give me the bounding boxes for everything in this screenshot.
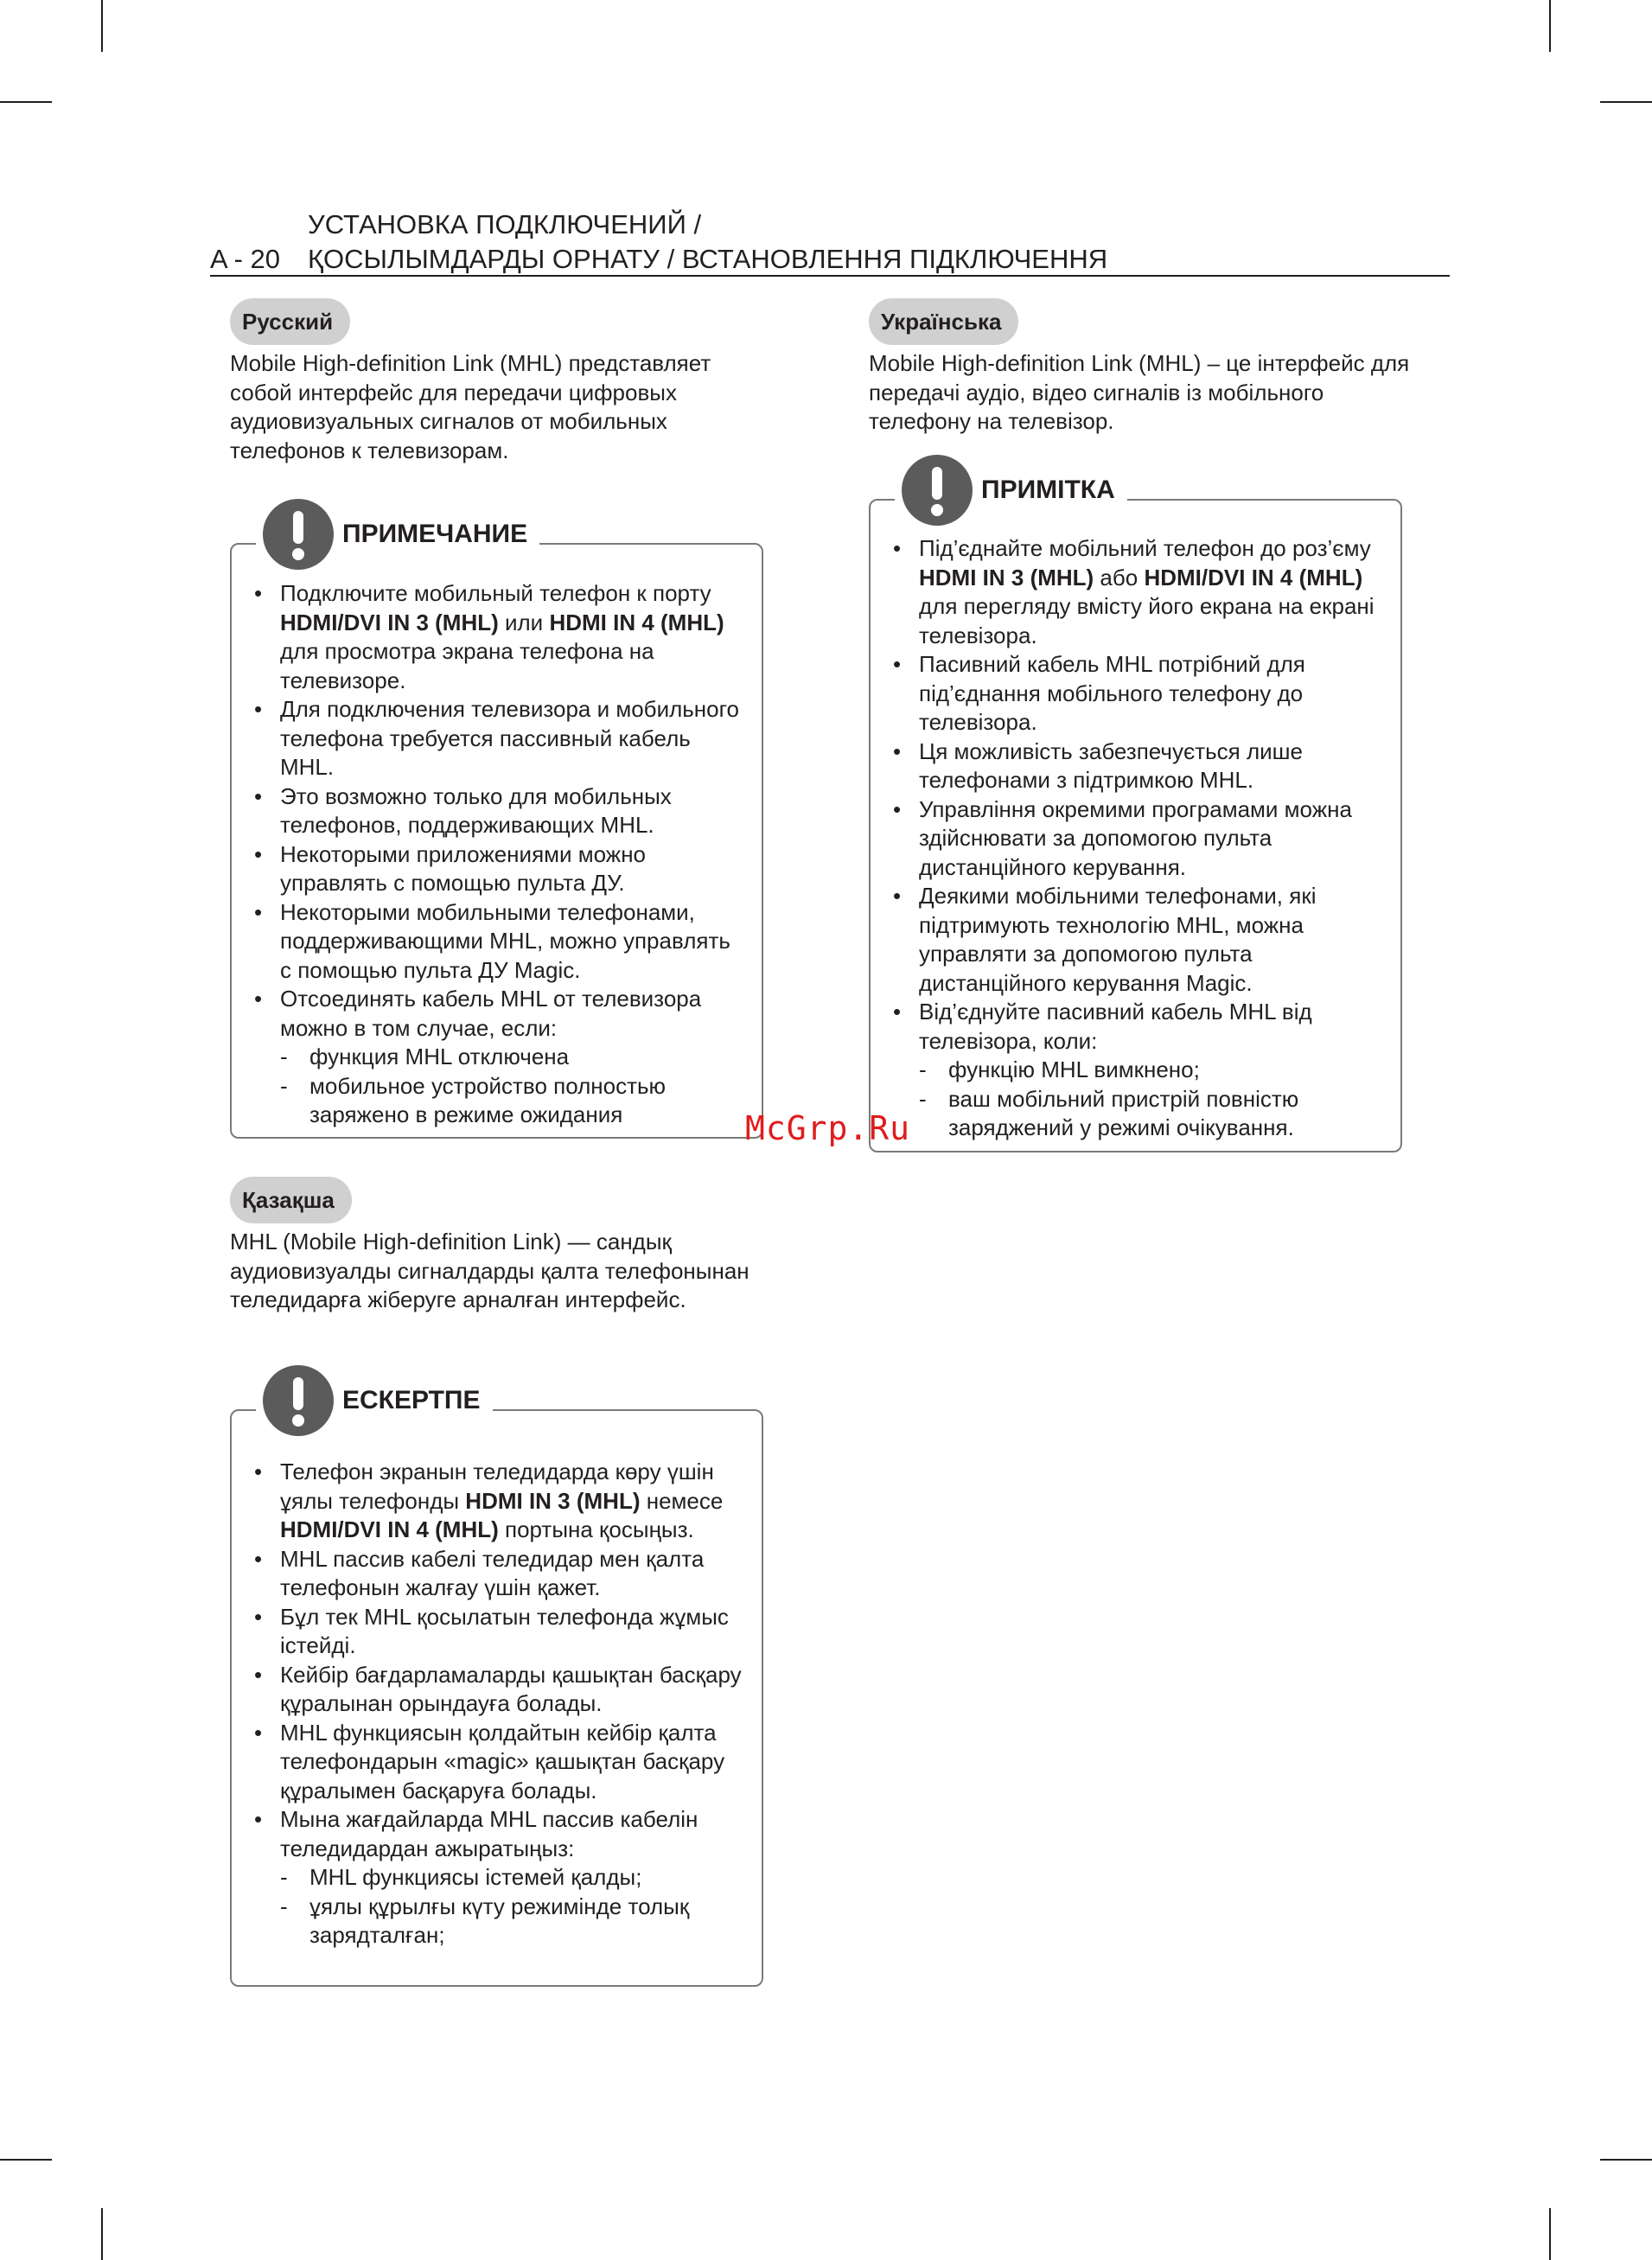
crop-mark [101,0,103,52]
list-item: • Некоторыми мобильными телефонами, поддерживающими MHL, можно управлять с помощью пульта ДУ Magic. [254,898,730,983]
note-title: ПРИМІТКА [981,476,1115,504]
watermark: McGrp.Ru [745,1109,911,1147]
list-item: • Некоторыми приложениями можно управлять с помощью пульта ДУ. [254,840,647,896]
lang-badge-russian: Русский [230,298,350,345]
list-subitem: - ваш мобільний пристрій повністю заряджений у режимі очікування. [919,1085,1299,1140]
list-item: • Бұл тек MHL қосылатын телефонда жұмыс істейді. [254,1603,729,1658]
list-item: • Управління окремими програмами можна здійснювати за допомогою пульта дистанційного керування. [893,795,1352,880]
list-item: • Телефон экранын теледидарда көру үшін ұялы телефонды HDMI IN 3 (MHL) немесе HDMI/DVI IN 4 (MHL) портына қосыңыз. [254,1459,724,1542]
crop-mark [0,101,52,103]
list-subitem: - ұялы құрылғы күту режимінде толық зарядталған; [280,1893,690,1948]
crop-mark [1549,0,1551,52]
note-box-russian [230,520,763,1139]
list-item: • MHL функциясын қолдайтын кейбір қалта телефондарын «magic» қашықтан басқару құралымен басқаруға болады. [254,1719,725,1804]
list-item: • Під’єднайте мобільний телефон до роз’єму HDMI IN 3 (MHL) або HDMI/DVI IN 4 (MHL) для перегляду вмісту його екрана на екрані телевізора. [893,535,1375,648]
lang-badge-kazakh: Қазақша [230,1177,352,1223]
note-list [251,579,744,1130]
note-header [256,500,539,569]
note-header [895,456,1127,525]
intro-ukrainian: Mobile High-definition Link (MHL) – це інтерфейс для передачі аудіо, відео сигналів із мобільного телефону на телевізор. [869,350,1410,434]
header-title-line2: ҚОСЫЛЫМДАРДЫ ОРНАТУ / ВСТАНОВЛЕННЯ ПІДКЛЮЧЕННЯ [308,244,1108,274]
note-box-ukrainian [869,476,1402,1152]
list-subitem: - функция MHL отключена [280,1044,570,1069]
lang-badge-ukrainian: Українська [869,298,1018,345]
list-item: • Это возможно только для мобильных телефонов, поддерживающих MHL. [254,782,672,838]
list-item: • Для подключения телевизора и мобильного телефона требуется пассивный кабель MHL. [254,696,739,780]
list-item: • Отсоединять кабель MHL от телевизора можно в том случае, если: [254,986,702,1041]
intro-russian: Mobile High-definition Link (MHL) представляет собой интерфейс для передачи цифровых аудиовизуальных сигналов от мобильных телефонов к телевизорам. [230,350,711,463]
crop-mark [101,2208,103,2260]
list-item: • Мына жағдайларда MHL пассив кабелін теледидардан ажыратыңыз: [254,1806,698,1861]
list-item: • Кейбір бағдарламаларды қашықтан басқару құралынан орындауға болады. [254,1661,742,1716]
list-subitem: - мобильное устройство полностью заряжено в режиме ожидания [280,1072,667,1127]
note-list [890,534,1383,1143]
list-subitem: - MHL функциясы істемей қалды; [280,1864,642,1890]
exclamation-icon [263,499,334,570]
header-title-line1: УСТАНОВКА ПОДКЛЮЧЕНИЙ / [308,209,702,239]
exclamation-icon [263,1365,334,1436]
note-header [256,1366,493,1435]
list-item: • Ця можливість забезпечується лише телефонами з підтримкою MHL. [893,737,1303,793]
list-item: • Деякими мобільними телефонами, які підтримують технологію MHL, можна управляти за допомогою пульта дистанційного керування Magic. [893,883,1317,996]
header-rule [210,275,1450,277]
list-item: • Подключите мобильный телефон к порту HDMI/DVI IN 3 (MHL) или HDMI IN 4 (MHL) для просмотра экрана телефона на телевизоре. [254,580,724,693]
crop-mark [1600,2159,1652,2161]
list-item: • Від’єднуйте пасивний кабель MHL від телевізора, коли: [893,999,1312,1054]
exclamation-icon [902,455,973,526]
crop-mark [0,2159,52,2161]
list-item: • MHL пассив кабелі теледидар мен қалта телефонын жалғау үшін қажет. [254,1545,705,1600]
page-number: A - 20 [210,244,280,274]
note-list [251,1458,744,1950]
note-title: ЕСКЕРТПЕ [342,1386,481,1414]
list-item: • Пасивний кабель MHL потрібний для під’єднання мобільного телефону до телевізора. [893,651,1305,735]
note-title: ПРИМЕЧАНИЕ [342,520,528,548]
crop-mark [1549,2208,1551,2260]
list-subitem: - функцію MHL вимкнено; [919,1057,1200,1082]
crop-mark [1600,101,1652,103]
intro-kazakh: MHL (Mobile High-definition Link) — сандық аудиовизуалды сигналдарды қалта телефонынан теледидарға жіберуге арналған интерфейс. [230,1229,749,1312]
note-box-kazakh [230,1386,763,1987]
